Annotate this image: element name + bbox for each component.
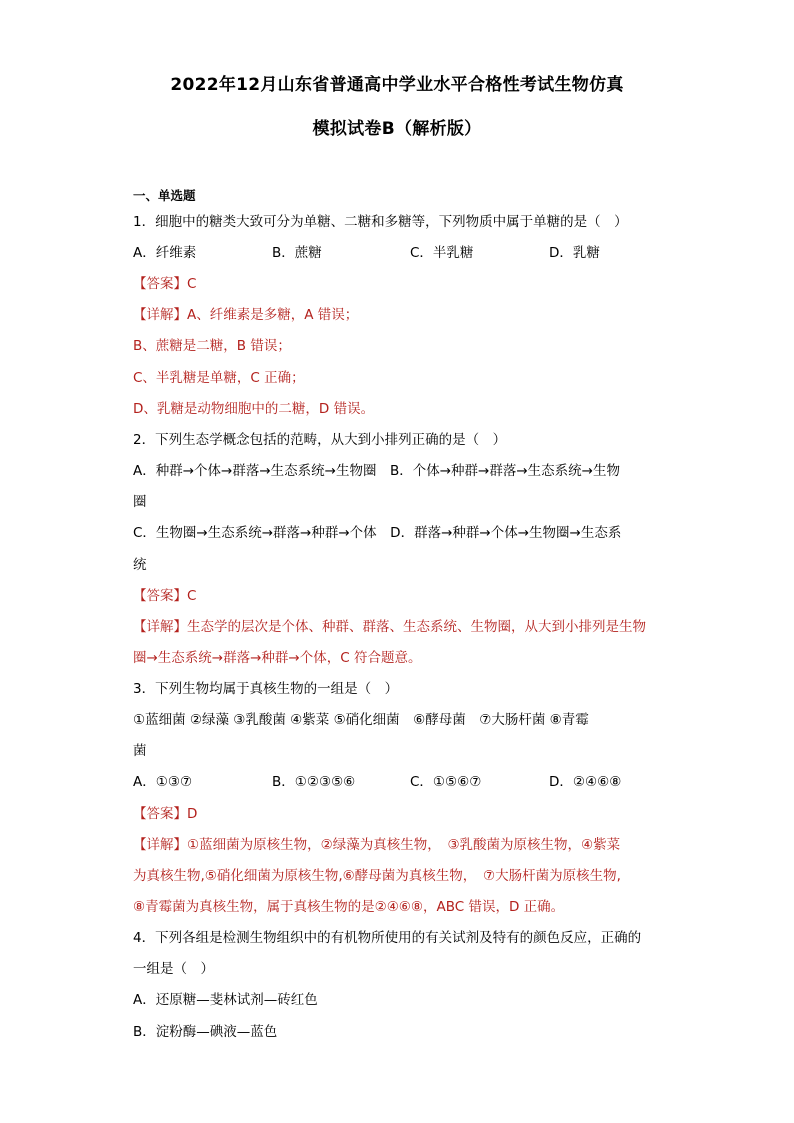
q1-detail-1: 【详解】A、纤维素是多糖，A 错误； (133, 307, 359, 323)
q2-answer: 【答案】C (133, 588, 197, 604)
q3-detail-2: 为真核生物,⑤硝化细菌为原核生物,⑥酵母菌为真核生物， ⑦大肠杆菌为原核生物, (133, 868, 621, 884)
q4-option-b: B．淀粉酶—碘液—蓝色 (133, 1024, 278, 1040)
q1-stem: 1．细胞中的糖类大致可分为单糖、二糖和多糖等，下列物质中属于单糖的是（ ） (133, 214, 628, 230)
q4-option-a: A．还原糖—斐林试剂—砖红色 (133, 992, 318, 1008)
q1-option-a: A．纤维素 (133, 245, 197, 261)
q3-detail-3: ⑧青霉菌为真核生物，属于真核生物的是②④⑥⑧，ABC 错误，D 正确。 (133, 899, 565, 915)
q3-answer: 【答案】D (133, 806, 198, 822)
q1-option-c: C．半乳糖 (410, 245, 474, 261)
q2-line-4: 统 (133, 557, 147, 573)
q3-detail-1: 【详解】①蓝细菌为原核生物，②绿藻为真核生物， ③乳酸菌为原核生物，④紫菜 (133, 837, 621, 853)
q1-answer: 【答案】C (133, 276, 197, 292)
q3-option-b: B．①②③⑤⑥ (272, 774, 356, 790)
q2-line-2: 圈 (133, 494, 147, 510)
q2-detail-1: 【详解】生态学的层次是个体、种群、群落、生态系统、生物圈，从大到小排列是生物 (133, 619, 646, 635)
q3-option-c: C．①⑤⑥⑦ (410, 774, 482, 790)
q1-detail-4: D、乳糖是动物细胞中的二糖，D 错误。 (133, 401, 375, 417)
q3-line-1: ①蓝细菌 ②绿藻 ③乳酸菌 ④紫菜 ⑤硝化细菌 ⑥酵母菌 ⑦大肠杆菌 ⑧青霉 (133, 712, 589, 728)
doc-title-line-2: 模拟试卷B（解析版） (312, 119, 482, 139)
q3-line-2: 菌 (133, 743, 147, 759)
q3-option-d: D．②④⑥⑧ (549, 774, 622, 790)
doc-title-line-1: 2022年12月山东省普通高中学业水平合格性考试生物仿真 (170, 75, 624, 95)
q1-option-b: B．蔗糖 (272, 245, 322, 261)
q2-line-1: A．种群→个体→群落→生态系统→生物圈 B．个体→种群→群落→生态系统→生物 (133, 463, 620, 479)
q2-detail-2: 圈→生态系统→群落→种群→个体，C 符合题意。 (133, 650, 422, 666)
q1-detail-3: C、半乳糖是单糖，C 正确； (133, 370, 305, 386)
q4-stem-2: 一组是（ ） (133, 961, 214, 977)
q4-stem-1: 4．下列各组是检测生物组织中的有机物所使用的有关试剂及特有的颜色反应，正确的 (133, 930, 642, 946)
q2-line-3: C．生物圈→生态系统→群落→种群→个体 D．群落→种群→个体→生物圈→生态系 (133, 525, 622, 541)
section-heading: 一、单选题 (133, 188, 196, 203)
q3-stem: 3．下列生物均属于真核生物的一组是（ ） (133, 681, 399, 697)
q1-option-d: D．乳糖 (549, 245, 600, 261)
q3-option-a: A．①③⑦ (133, 774, 193, 790)
q2-stem: 2．下列生态学概念包括的范畴，从大到小排列正确的是（ ） (133, 432, 507, 448)
q1-detail-2: B、蔗糖是二糖，B 错误； (133, 338, 291, 354)
